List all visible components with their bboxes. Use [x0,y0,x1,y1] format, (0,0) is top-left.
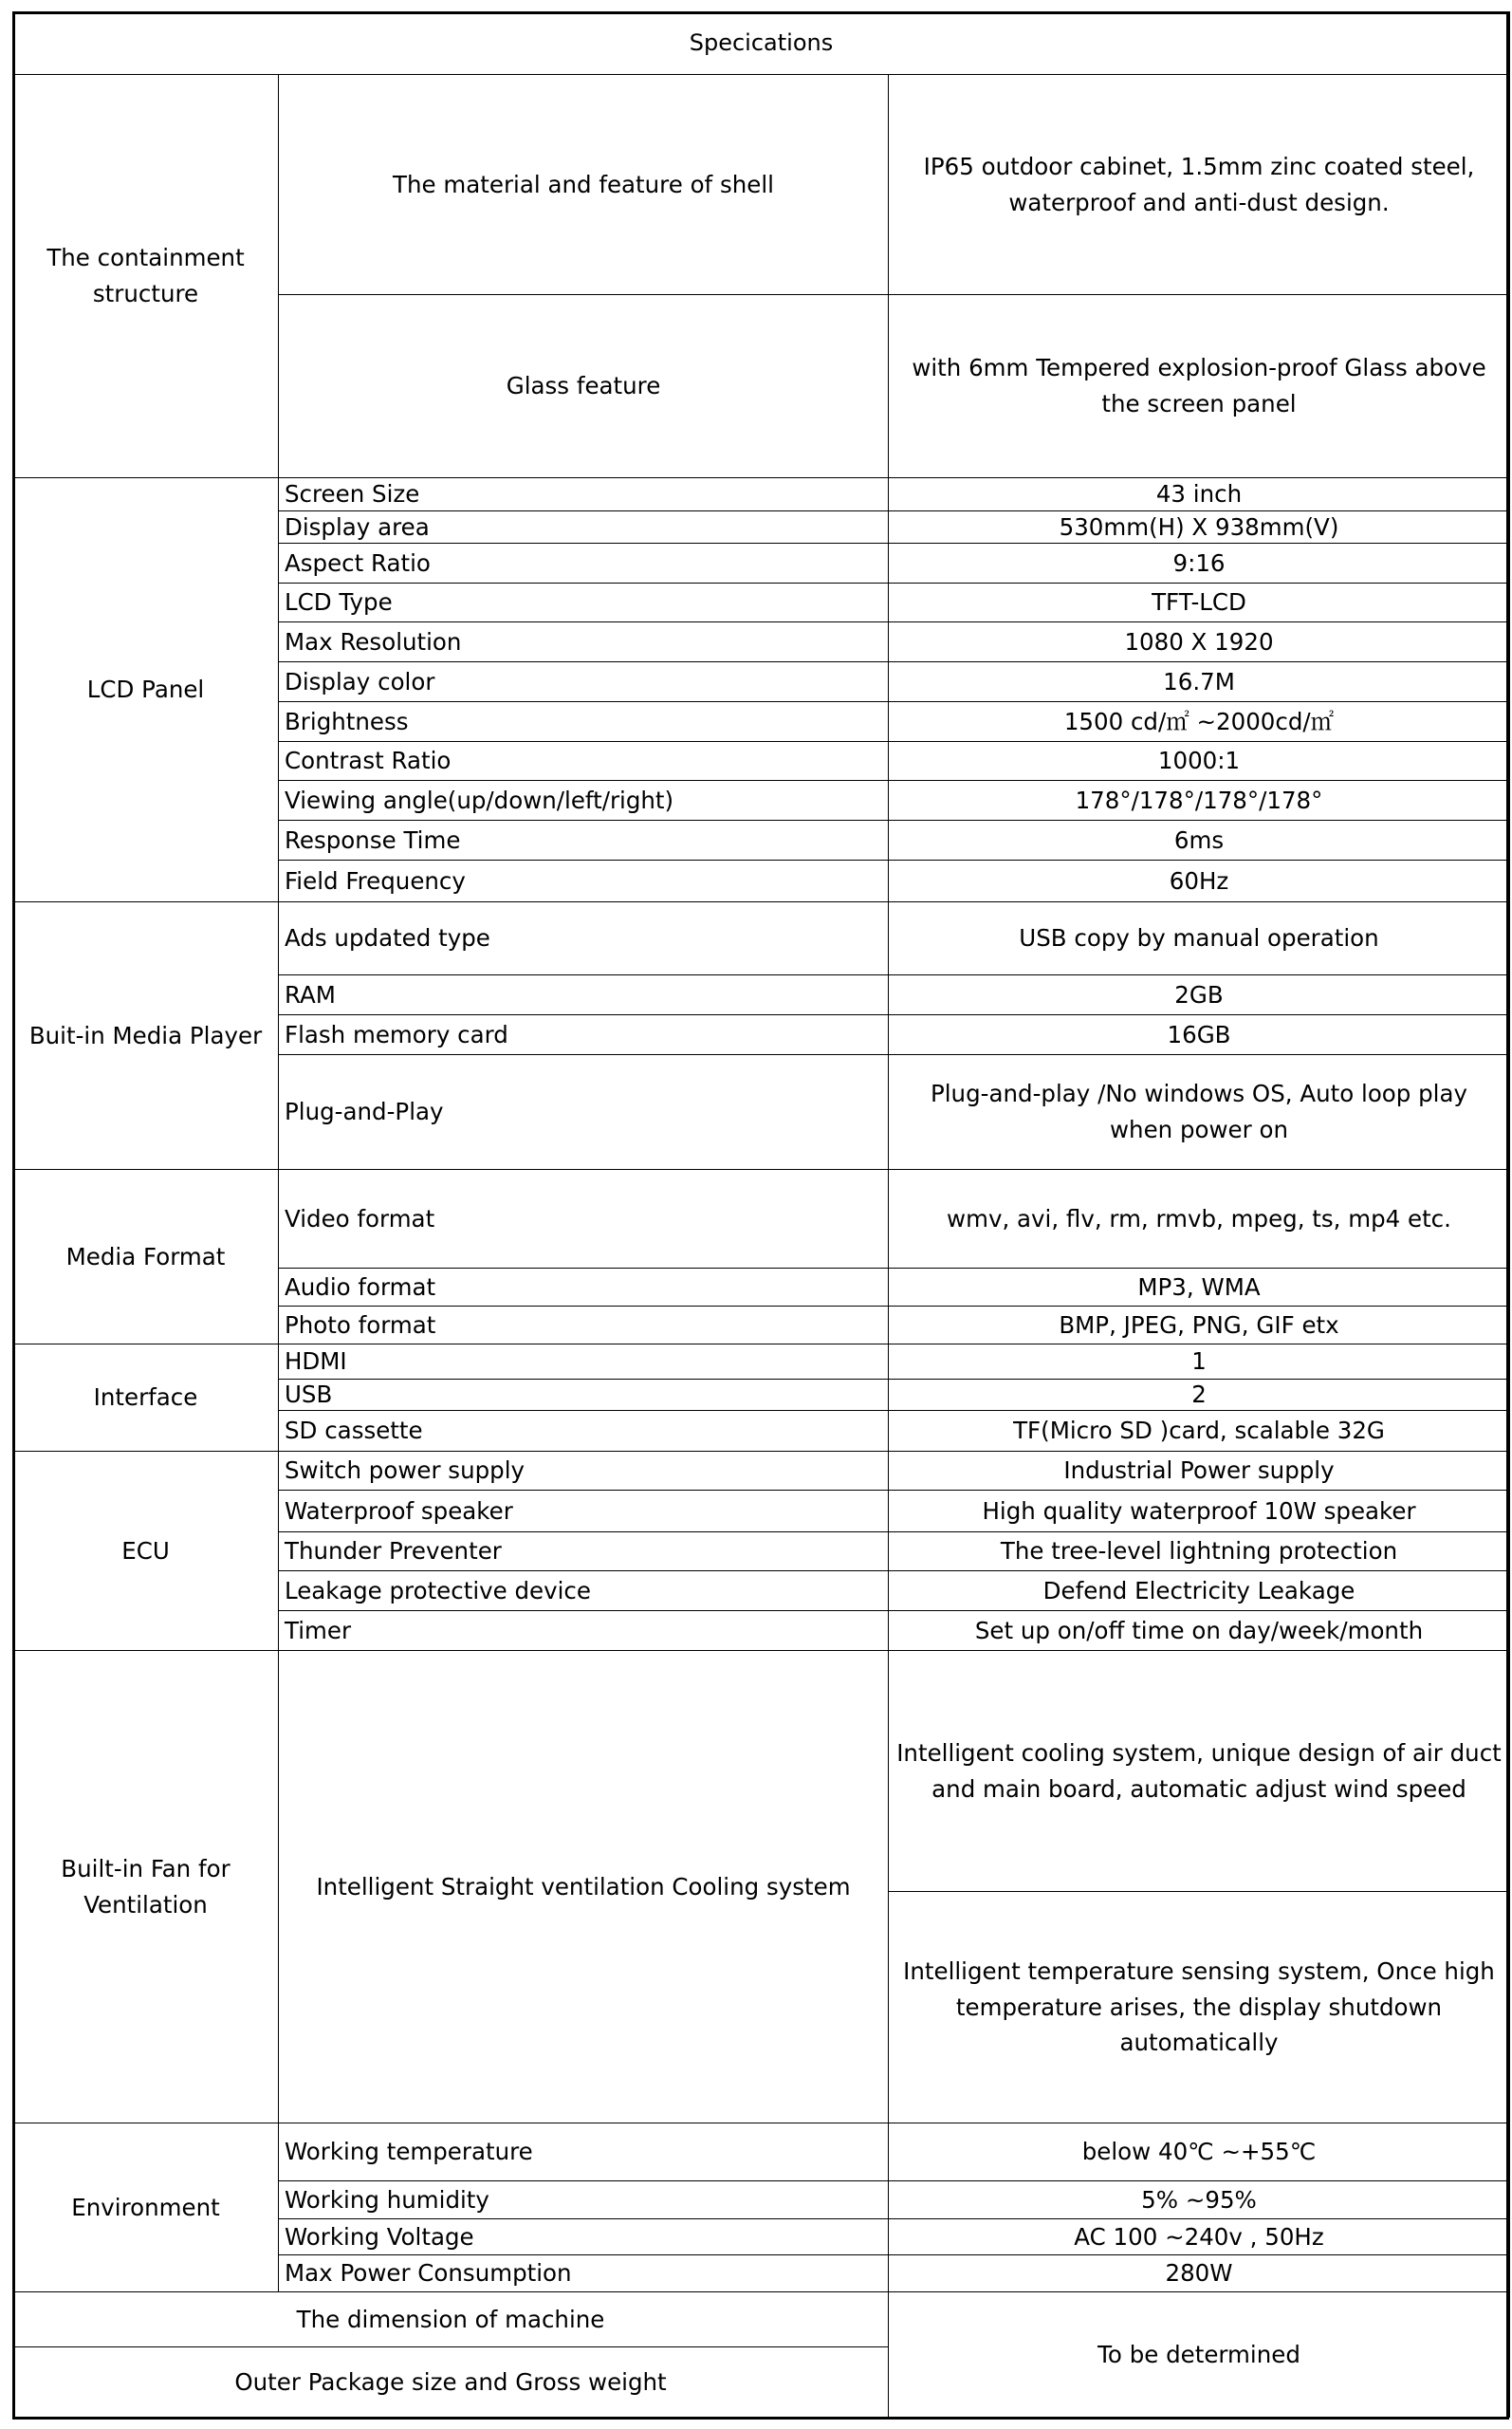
feature-cell-text: The material and feature of shell [393,170,774,198]
feature-cell-text: Screen Size [285,480,420,509]
value-cell-text: Plug-and-play /No windows OS, Auto loop play when power on [930,1080,1468,1143]
value-cell [888,1379,1510,1411]
feature-cell [278,1531,889,1571]
value-cell-text: 1000:1 [1157,747,1241,775]
value-cell [888,741,1510,781]
feature-cell [278,974,889,1015]
value-cell [888,701,1510,742]
feature-cell [278,621,889,662]
group-label-text: Media Format [65,1242,226,1270]
value-cell [888,1891,1510,2123]
value-cell-text: High quality waterproof 10W speaker [982,1496,1416,1525]
feature-cell [278,1268,889,1307]
value-cell-text: IP65 outdoor cabinet, 1.5mm zinc coated steel, waterproof and anti-dust design. [923,152,1475,216]
feature-cell [278,1014,889,1055]
value-cell-text: wmv, avi, flv, rm, rmvb, mpeg, ts, mp4 etc. [947,1204,1451,1233]
table-title-text: Specications [689,28,834,56]
feature-cell-text: Field Frequency [285,866,466,895]
value-cell-text: 5% ~95% [1141,2185,1257,2214]
feature-cell-text: Plug-and-Play [285,1098,444,1126]
feature-cell-text: Audio format [285,1272,436,1301]
feature-cell-text: Thunder Preventer [285,1537,502,1566]
feature-cell-text: Max Power Consumption [285,2259,572,2288]
value-cell-text: 2 [1191,1381,1207,1409]
feature-cell-text: Ads updated type [285,924,490,953]
footer-item-text: The dimension of machine [296,2305,605,2333]
value-cell [888,2180,1510,2219]
feature-cell-text: Aspect Ratio [285,548,431,577]
value-cell [888,583,1510,622]
feature-cell-text: Leakage protective device [285,1576,591,1604]
group-label-text: Buit-in Media Player [28,1021,263,1049]
group-label [12,74,279,478]
feature-cell-text: Timer [285,1616,352,1644]
table-title [12,11,1510,75]
footer-value [888,2291,1510,2418]
footer-item [12,2346,889,2418]
value-cell-text: 9:16 [1172,548,1226,577]
value-cell [888,1531,1510,1571]
value-cell [888,2254,1510,2292]
group-label [12,1344,279,1452]
feature-cell-text: Viewing angle(up/down/left/right) [285,786,674,814]
group-label [12,901,279,1170]
value-cell [888,901,1510,975]
group-label [12,1451,279,1651]
value-cell [888,1570,1510,1611]
group-label [12,477,279,902]
feature-cell-text: Video format [285,1204,435,1233]
group-label-text: ECU [121,1536,170,1565]
feature-cell [278,74,889,295]
footer-item [12,2291,889,2347]
feature-cell-text: Intelligent Straight ventilation Cooling system [316,1872,851,1901]
feature-cell-text: Display area [285,512,430,541]
feature-cell-text: USB [285,1381,333,1409]
feature-cell [278,701,889,742]
value-cell [888,543,1510,584]
value-cell [888,74,1510,295]
value-cell [888,820,1510,861]
value-cell-text: USB copy by manual operation [1019,924,1379,953]
value-cell [888,477,1510,511]
feature-cell-text: RAM [285,980,336,1009]
value-cell [888,1490,1510,1532]
value-cell-text: BMP, JPEG, PNG, GIF etx [1059,1310,1339,1339]
value-cell [888,860,1510,902]
value-cell [888,1306,1510,1344]
value-cell [888,1410,1510,1452]
group-label-built-in-fan [12,1650,279,2123]
feature-cell [278,1570,889,1611]
value-cell-text: below 40℃ ~+55℃ [1081,2138,1317,2166]
feature-cell [278,860,889,902]
value-cell-text: Intelligent temperature sensing system, Once high temperature arises, the display shutdown automatically [903,1956,1495,2057]
feature-cell [278,543,889,584]
value-cell-text: 43 inch [1155,480,1243,509]
value-cell [888,1014,1510,1055]
feature-cell-text: Response Time [285,825,461,854]
value-cell-text: Industrial Power supply [1063,1456,1335,1485]
value-cell-text: AC 100 ~240v , 50Hz [1074,2222,1324,2251]
feature-cell-text: Contrast Ratio [285,747,452,775]
feature-cell [278,1344,889,1380]
footer-item-text: Outer Package size and Gross weight [234,2367,667,2396]
value-cell-text: 1 [1191,1347,1207,1376]
feature-cell-text: LCD Type [285,588,393,617]
feature-cell [278,901,889,975]
value-cell [888,1054,1510,1170]
feature-cell-text: Working temperature [285,2138,533,2166]
feature-cell [278,1379,889,1411]
feature-cell-text: Waterproof speaker [285,1496,513,1525]
value-cell-text: MP3, WMA [1137,1272,1261,1301]
feature-cell-text: Photo format [285,1310,436,1339]
value-cell [888,780,1510,821]
feature-cell [278,1490,889,1532]
value-cell-text: 60Hz [1169,866,1229,895]
value-cell [888,294,1510,478]
feature-cell [278,1169,889,1269]
feature-cell [278,583,889,622]
group-label-text: LCD Panel [86,676,205,704]
feature-cell [278,477,889,511]
feature-cell [278,820,889,861]
feature-cell [278,1054,889,1170]
feature-cell [278,1650,889,2123]
feature-cell-text: Working Voltage [285,2222,474,2251]
value-cell [888,510,1510,544]
value-cell-text: 16.7M [1163,667,1235,695]
value-cell [888,661,1510,702]
value-cell [888,2123,1510,2181]
feature-cell-text: SD cassette [285,1417,423,1445]
value-cell [888,2218,1510,2255]
value-cell [888,1451,1510,1491]
value-cell-text: Defend Electricity Leakage [1042,1576,1355,1604]
value-cell [888,621,1510,662]
feature-cell [278,2180,889,2219]
feature-cell [278,661,889,702]
value-cell-text: 16GB [1167,1020,1231,1048]
feature-cell [278,741,889,781]
feature-cell [278,780,889,821]
feature-cell [278,2254,889,2292]
feature-cell-text: Display color [285,667,435,695]
feature-cell [278,1610,889,1651]
footer-value-text: To be determined [1097,2340,1300,2368]
value-cell-text: 530mm(H) X 938mm(V) [1059,512,1339,541]
value-cell-text: 1080 X 1920 [1124,627,1274,656]
feature-cell [278,1451,889,1491]
feature-cell [278,294,889,478]
value-cell-text: 280W [1165,2259,1233,2288]
group-label-text: The containment structure [46,244,245,307]
feature-cell [278,2123,889,2181]
value-cell [888,1344,1510,1380]
value-cell [888,1610,1510,1651]
feature-cell-text: Glass feature [506,372,661,400]
group-label-built-in-fan-text: Built-in Fan for Ventilation [61,1854,230,1919]
group-label [12,2123,279,2292]
value-cell-text: Set up on/off time on day/week/month [974,1616,1424,1644]
value-cell [888,1268,1510,1307]
value-cell-text: 6ms [1173,825,1225,854]
feature-cell [278,2218,889,2255]
group-label-text: Environment [71,2193,220,2221]
value-cell-text: 1500 cd/㎡ ~2000cd/㎡ [1063,707,1335,735]
group-label [12,1169,279,1344]
feature-cell-text: Working humidity [285,2185,489,2214]
feature-cell [278,510,889,544]
feature-cell [278,1410,889,1452]
feature-cell-text: Flash memory card [285,1020,508,1048]
feature-cell-text: HDMI [285,1347,347,1376]
feature-cell-text: Brightness [285,707,409,735]
group-label-text: Interface [93,1383,198,1412]
feature-cell-text: Max Resolution [285,627,462,656]
value-cell-text: 178°/178°/178°/178° [1075,786,1323,814]
value-cell-text: The tree-level lightning protection [1000,1537,1398,1566]
value-cell [888,1169,1510,1269]
value-cell-text: TF(Micro SD )card, scalable 32G [1013,1417,1385,1445]
value-cell [888,1650,1510,1892]
feature-cell [278,1306,889,1344]
value-cell-text: with 6mm Tempered explosion-proof Glass above the screen panel [912,354,1486,417]
feature-cell-text: Switch power supply [285,1456,526,1485]
value-cell-text: TFT-LCD [1152,588,1246,617]
value-cell-text: Intelligent cooling system, unique design of air duct and main board, automatic adjust wind speed [896,1738,1502,1803]
value-cell-text: 2GB [1174,980,1224,1009]
value-cell [888,974,1510,1015]
